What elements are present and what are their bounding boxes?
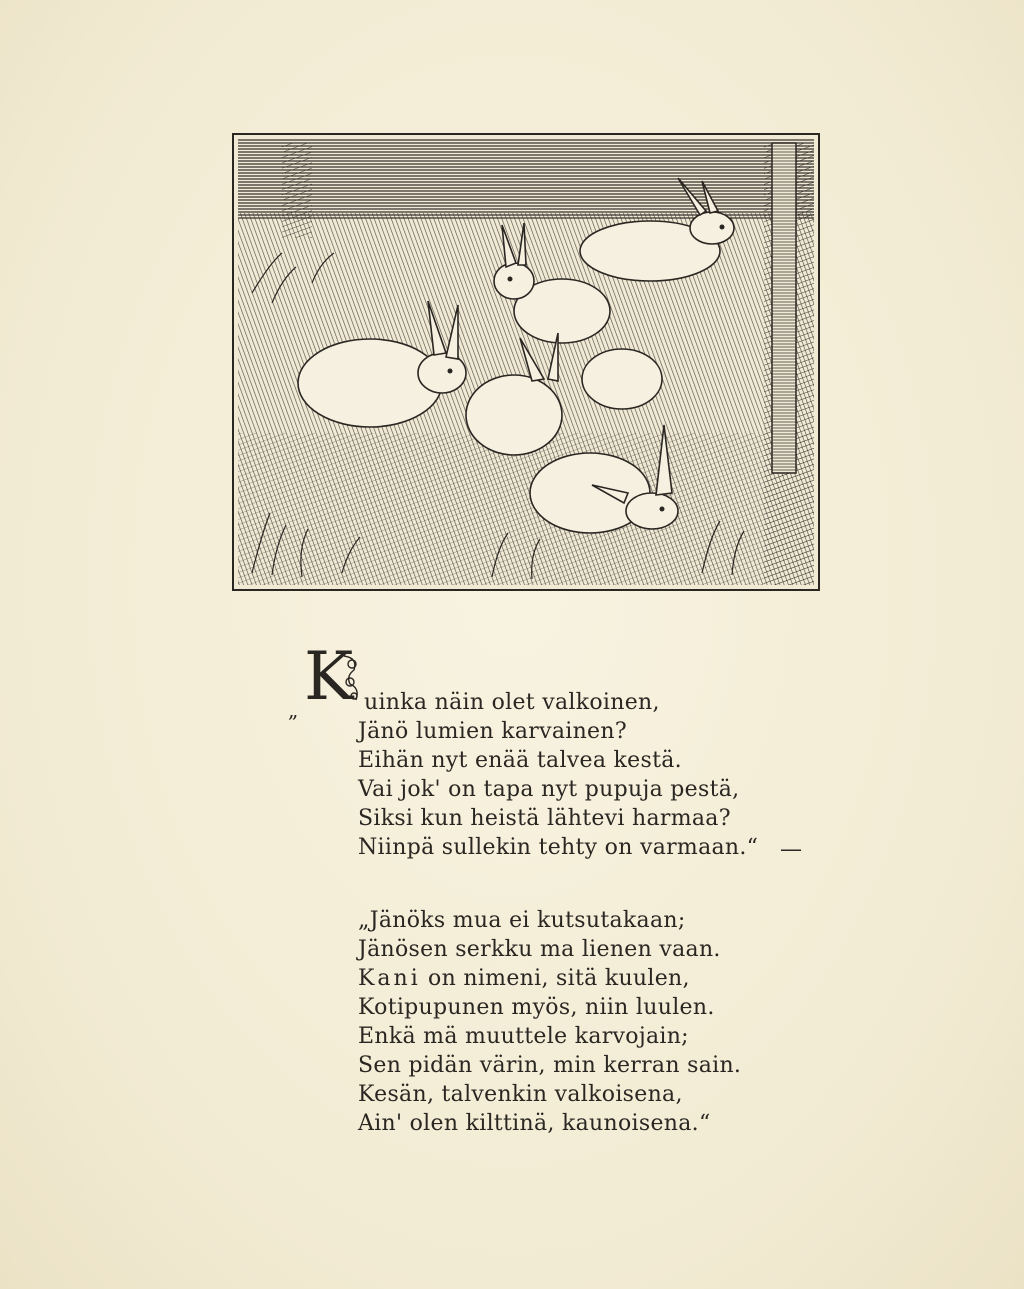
poem-line: Jänö lumien karvainen? bbox=[358, 719, 627, 744]
poem-line: uinka näin olet valkoinen, bbox=[364, 690, 660, 715]
opening-quote-mark: „ bbox=[288, 698, 299, 722]
rabbits-illustration bbox=[232, 133, 820, 591]
dropcap-letter: K bbox=[304, 638, 354, 715]
poem-line: Ain' olen kilttinä, kaunoisena.“ bbox=[358, 1111, 711, 1136]
poem-line: Eihän nyt enää talvea kestä. bbox=[358, 748, 682, 773]
poem-line bbox=[358, 964, 741, 993]
name-kani: Kani bbox=[358, 966, 421, 991]
poem-line: „Jänöks mua ei kutsutakaan; bbox=[358, 908, 686, 933]
poem-line: Enkä mä muuttele karvojain; bbox=[358, 1024, 689, 1049]
poem-line: Sen pidän värin, min kerran sain. bbox=[358, 1053, 742, 1078]
poem-line: Niinpä sullekin tehty on varmaan.“ bbox=[358, 835, 759, 860]
poem-line: Kesän, talvenkin valkoisena, bbox=[358, 1082, 683, 1107]
stanza-1 bbox=[358, 688, 758, 862]
poem-line: Vai jok' on tapa nyt pupuja pestä, bbox=[358, 777, 740, 802]
rabbits-in-grass-engraving-icon bbox=[232, 133, 820, 591]
poem-line: Kotipupunen myös, niin luulen. bbox=[358, 995, 715, 1020]
poem-line: Jänösen serkku ma lienen vaan. bbox=[358, 937, 721, 962]
stanza-2 bbox=[358, 906, 741, 1138]
poem-line-rest: on nimeni, sitä kuulen, bbox=[420, 966, 690, 991]
dash-mark: — bbox=[780, 837, 802, 862]
poem-line: Siksi kun heistä lähtevi harmaa? bbox=[358, 806, 731, 831]
